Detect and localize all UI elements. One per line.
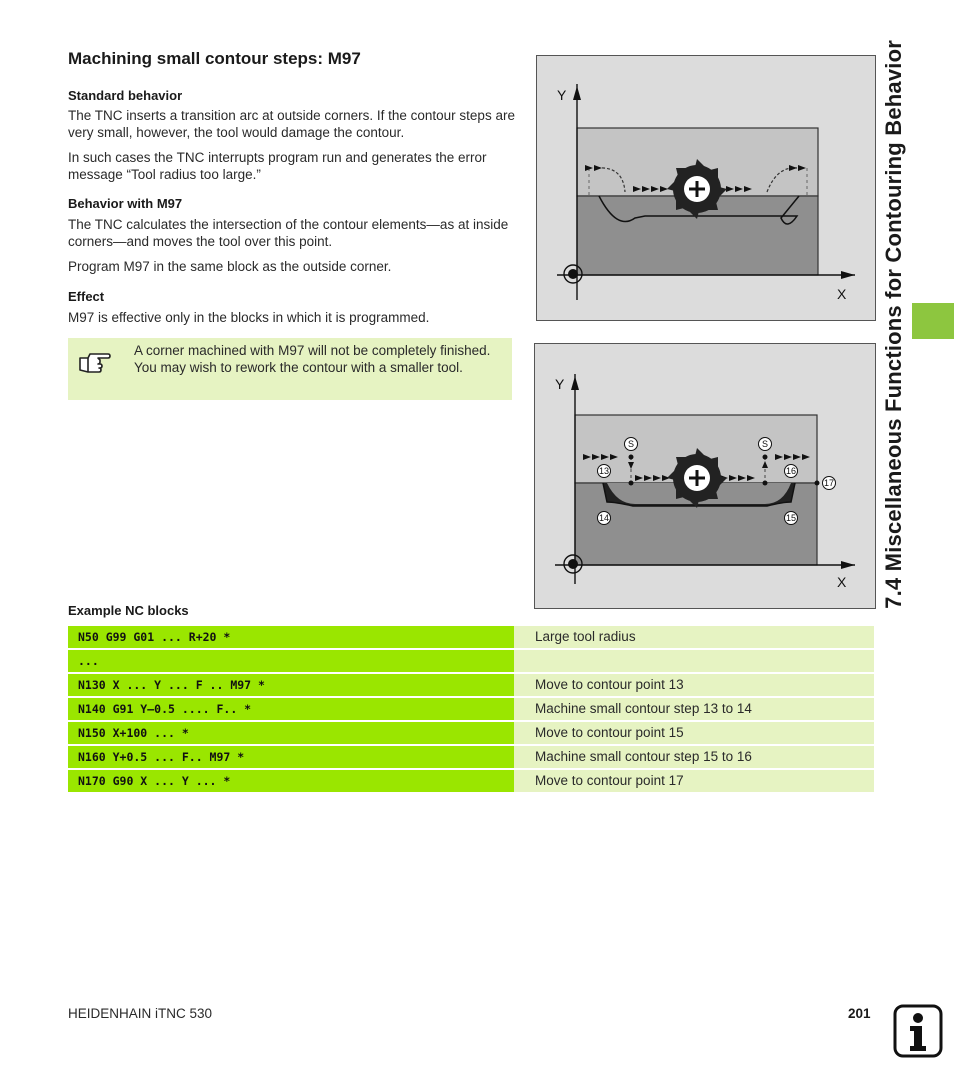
- table-row: [68, 650, 874, 672]
- label-s: S: [627, 439, 635, 449]
- pointing-hand-icon: [78, 346, 112, 376]
- nc-description: Large tool radius: [514, 626, 874, 648]
- x-axis-label: X: [837, 574, 847, 590]
- nc-description: Machine small contour step 15 to 16: [514, 746, 874, 768]
- point-15: 15: [785, 513, 797, 523]
- chapter-title: 7.4 Miscellaneous Functions for Contouring Behavior: [881, 40, 906, 609]
- chapter-sidebar: [876, 40, 912, 730]
- point-17: 17: [823, 478, 835, 488]
- figure-m97-behavior: [534, 343, 876, 609]
- note-box: [68, 338, 512, 400]
- page-number: 201: [848, 1006, 871, 1021]
- x-axis-label: X: [837, 286, 847, 302]
- chapter-tab: [912, 303, 954, 339]
- paragraph: In such cases the TNC interrupts program run and generates the error message “Tool radius too large.”: [68, 150, 487, 182]
- table-row: [68, 674, 874, 696]
- table-row: [68, 746, 874, 768]
- footer-product: HEIDENHAIN iTNC 530: [68, 1006, 213, 1021]
- nc-code: N170 G90 X ... Y ... *: [68, 770, 514, 792]
- paragraph: M97 is effective only in the blocks in which it is programmed.: [68, 310, 430, 325]
- section-title-m97: Behavior with M97: [68, 196, 183, 211]
- nc-code: N150 X+100 ... *: [68, 722, 514, 744]
- nc-description: Move to contour point 13: [514, 674, 874, 696]
- nc-code: N50 G99 G01 ... R+20 *: [68, 626, 514, 648]
- section-title-standard: Standard behavior: [68, 88, 183, 103]
- point-16: 16: [785, 466, 797, 476]
- table-row: [68, 722, 874, 744]
- figure-standard-behavior: [536, 55, 876, 321]
- paragraph: Program M97 in the same block as the outside corner.: [68, 259, 392, 274]
- point-14: 14: [598, 513, 610, 523]
- note-text: A corner machined with M97 will not be completely finished. You may wish to rework the contour with a smaller tool.: [134, 343, 491, 375]
- nc-description: Machine small contour step 13 to 14: [514, 698, 874, 720]
- nc-code: N160 Y+0.5 ... F.. M97 *: [68, 746, 514, 768]
- y-axis-label: Y: [555, 376, 565, 392]
- nc-description: Move to contour point 17: [514, 770, 874, 792]
- nc-code: ...: [68, 650, 514, 672]
- y-axis-label: Y: [557, 87, 567, 103]
- example-title: Example NC blocks: [68, 603, 189, 618]
- paragraph: The TNC calculates the intersection of the contour elements—as at inside corners—and moves the tool over this point.: [68, 217, 509, 249]
- nc-code: N130 X ... Y ... F .. M97 *: [68, 674, 514, 696]
- paragraph: The TNC inserts a transition arc at outside corners. If the contour steps are very small, however, the tool would damage the contour.: [68, 108, 515, 140]
- section-title-effect: Effect: [68, 289, 105, 304]
- nc-description: [514, 650, 874, 672]
- nc-description: Move to contour point 15: [514, 722, 874, 744]
- point-13: 13: [598, 466, 610, 476]
- info-icon: [893, 1004, 943, 1058]
- table-row: [68, 698, 874, 720]
- nc-blocks-table: [68, 626, 874, 794]
- table-row: [68, 626, 874, 648]
- page-title: Machining small contour steps: M97: [68, 49, 361, 68]
- label-s: S: [761, 439, 769, 449]
- table-row: [68, 770, 874, 792]
- nc-code: N140 G91 Y–0.5 .... F.. *: [68, 698, 514, 720]
